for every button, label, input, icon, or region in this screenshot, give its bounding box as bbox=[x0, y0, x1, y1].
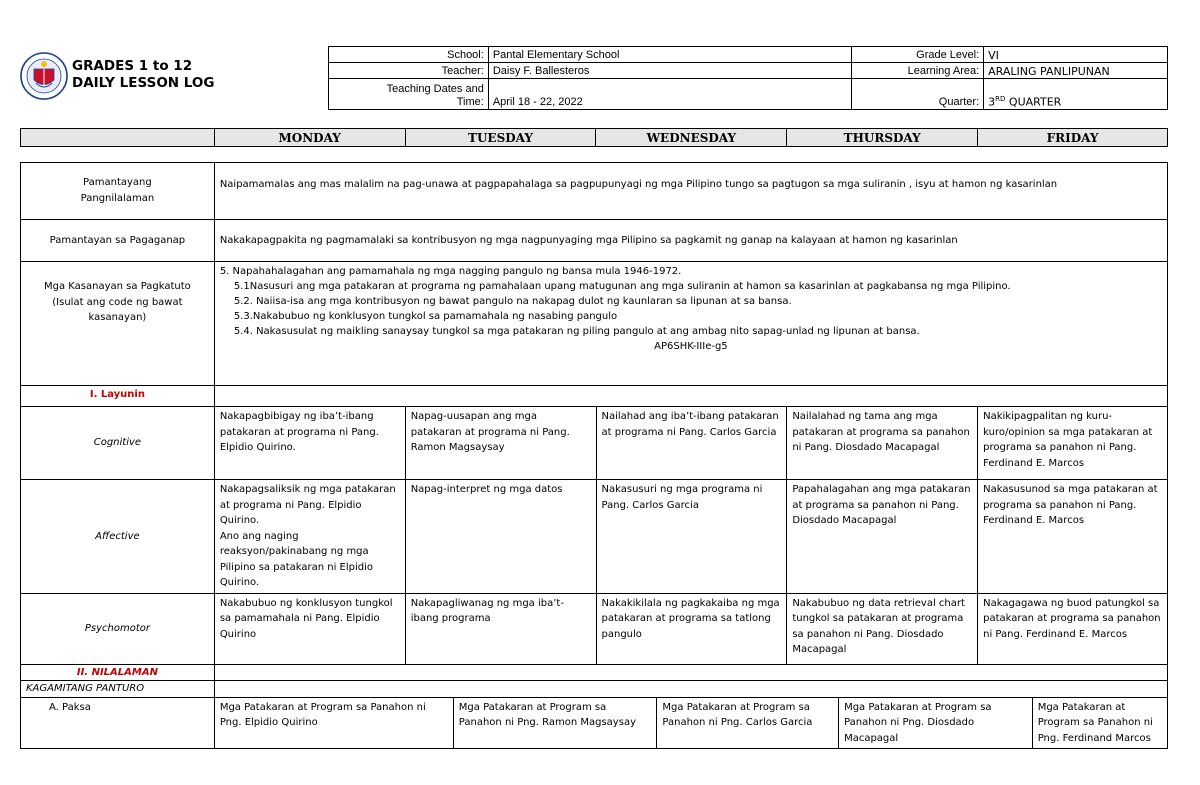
kasanayan-label-line-1: Mga Kasanayan sa Pagkatuto bbox=[44, 281, 191, 292]
grade-level-label: Grade Level: bbox=[852, 47, 984, 63]
day-tuesday: TUESDAY bbox=[405, 129, 596, 147]
row-cognitive bbox=[21, 407, 1168, 480]
quarter-label: Quarter: bbox=[852, 79, 984, 110]
kasanayan-5-1: 5.1Nasusuri ang mga patakaran at programa ng pamahalaan upang matugunan ang mga suliranin at hamon sa kasarinlan at pagkabansa ng mga Pilipino. bbox=[233, 281, 1011, 292]
teacher-label: Teacher: bbox=[329, 63, 489, 79]
cognitive-tuesday: Napag-uusapan ang mga patakaran at programa ni Pang. Ramon Magsaysay bbox=[405, 407, 596, 480]
kasanayan-code: AP6SHK-IIIe-g5 bbox=[654, 341, 728, 352]
psychomotor-monday: Nakabubuo ng konklusyon tungkol sa pamamahala ni Pang. Elpidio Quirino bbox=[214, 593, 405, 664]
school-label: School: bbox=[329, 47, 489, 63]
title-line-1: GRADES 1 to 12 bbox=[72, 58, 193, 74]
affective-wednesday: Nakasusuri ng mga programa ni Pang. Carlos Garcia bbox=[596, 480, 787, 594]
kasanayan-main: 5. Napahahalagahan ang pamamahala ng mga nagging pangulo ng bansa mula 1946-1972. bbox=[219, 266, 682, 277]
learning-area-label: Learning Area: bbox=[852, 63, 984, 79]
learning-area-value: ARALING PANLIPUNAN bbox=[984, 63, 1168, 79]
document-title bbox=[72, 58, 214, 92]
pagganap-label: Pamantayan sa Pagaganap bbox=[21, 220, 215, 262]
kasanayan-text bbox=[214, 262, 1167, 386]
teacher-value: Daisy F. Ballesteros bbox=[488, 63, 851, 79]
row-layunin bbox=[21, 386, 1168, 407]
title-line-2: DAILY LESSON LOG bbox=[72, 75, 215, 91]
kagamitan-blank bbox=[214, 681, 1167, 698]
row-kagamitan bbox=[21, 681, 1168, 698]
affective-thursday: Papahalagahan ang mga patakaran at programa sa panahon ni Pang. Diosdado Macapagal bbox=[787, 480, 978, 594]
kasanayan-label bbox=[21, 262, 215, 386]
quarter-word: QUARTER bbox=[1008, 96, 1062, 109]
teaching-dates-value: April 18 - 22, 2022 bbox=[488, 79, 851, 110]
row-affective bbox=[21, 480, 1168, 594]
row-psychomotor bbox=[21, 593, 1168, 664]
layunin-label: I. Layunin bbox=[21, 386, 215, 407]
kasanayan-label-line-2: (Isulat ang code ng bawat bbox=[52, 296, 183, 308]
quarter-suffix: RD bbox=[995, 95, 1006, 104]
paksa-wednesday: Mga Patakaran at Program sa Panahon ni Png. Carlos Garcia bbox=[657, 698, 839, 749]
row-pangnilalaman bbox=[21, 163, 1168, 220]
teaching-dates-label-line-1: Teaching Dates and bbox=[386, 83, 484, 95]
nilalaman-blank bbox=[214, 664, 1167, 681]
affective-tuesday: Napag-interpret ng mga datos bbox=[405, 480, 596, 594]
lesson-log-table bbox=[20, 162, 1168, 749]
day-thursday: THURSDAY bbox=[787, 129, 978, 147]
kasanayan-label-line-3: kasanayan) bbox=[88, 312, 147, 323]
pangnilalaman-label-line-2: Pangnilalaman bbox=[80, 192, 155, 204]
row-nilalaman bbox=[21, 664, 1168, 681]
teaching-dates-label-line-2: Time: bbox=[456, 96, 484, 108]
teaching-dates-label bbox=[329, 79, 489, 110]
day-wednesday: WEDNESDAY bbox=[596, 129, 787, 147]
psychomotor-label: Psychomotor bbox=[21, 593, 215, 664]
pangnilalaman-label bbox=[21, 163, 215, 220]
cognitive-label: Cognitive bbox=[21, 407, 215, 480]
paksa-friday: Mga Patakaran at Program sa Panahon ni Png. Ferdinand Marcos bbox=[1037, 701, 1153, 744]
paksa-cells bbox=[214, 697, 1167, 749]
nilalaman-label: II. NILALAMAN bbox=[21, 664, 215, 681]
paksa-label: A. Paksa bbox=[21, 697, 215, 749]
affective-friday: Nakasusunod sa mga patakaran at programa sa panahon ni Pang. Ferdinand E. Marcos bbox=[978, 480, 1168, 594]
paksa-monday: Mga Patakaran at Program sa Panahon ni Png. Elpidio Quirino bbox=[215, 698, 453, 749]
days-header-blank bbox=[21, 129, 215, 147]
paksa-thursday: Mga Patakaran at Program sa Panahon ni Png. Diosdado Macapagal bbox=[839, 698, 1033, 749]
pangnilalaman-label-line-1: Pamantayang bbox=[83, 177, 152, 188]
pangnilalaman-text: Naipamamalas ang mas malalim na pag-unawa at pagpapahalaga sa pagpupunyagi ng mga Pilipino tungo sa pagtugon sa mga suliranin , isyu at hamon ng kasarinlan bbox=[214, 163, 1167, 220]
quarter-value bbox=[984, 79, 1168, 110]
affective-label: Affective bbox=[21, 480, 215, 594]
paksa-inner-table bbox=[215, 698, 1167, 749]
quarter-number: 3 bbox=[988, 96, 996, 109]
kasanayan-5-3: 5.3.Nakabubuo ng konklusyon tungkol sa pamamahala ng nasabing pangulo bbox=[233, 311, 618, 322]
paksa-tuesday: Mga Patakaran at Program sa Panahon ni Png. Ramon Magsaysay bbox=[453, 698, 657, 749]
kasanayan-5-2: 5.2. Naiisa-isa ang mga kontribusyon ng bawat pangulo na nakapag dulot ng kaunlaran sa lipunan at sa bansa. bbox=[233, 296, 792, 307]
day-monday: MONDAY bbox=[214, 129, 405, 147]
row-pagganap bbox=[21, 220, 1168, 262]
cognitive-thursday: Nailalahad ng tama ang mga patakaran at programa sa panahon ni Pang. Diosdado Macapagal bbox=[787, 407, 978, 480]
kasanayan-5-4: 5.4. Nakasusulat ng maikling sanaysay tungkol sa mga patakaran ng piling pangulo at ang ambag nito sapag-unlad ng lipunan at bansa. bbox=[233, 326, 920, 337]
kagamitan-label: KAGAMITANG PANTURO bbox=[21, 681, 215, 698]
grade-level-value: VI bbox=[984, 47, 1168, 63]
info-table bbox=[328, 46, 1168, 110]
pagganap-text: Nakakapagpakita ng pagmamalaki sa kontribusyon ng mga nagpunyaging mga Pilipino sa pagkamit ng ganap na kalayaan at hamon ng kasarinlan bbox=[214, 220, 1167, 262]
psychomotor-tuesday: Nakapagliwanag ng mga iba’t-ibang programa bbox=[405, 593, 596, 664]
days-header bbox=[20, 128, 1168, 147]
affective-monday: Nakapagsaliksik ng mga patakaran at programa ni Pang. Elpidio Quirino. Ano ang naging reaksyon/pakinabang ng mga Pilipino sa patakaran ni Elpidio Quirino. bbox=[214, 480, 405, 594]
school-value: Pantal Elementary School bbox=[488, 47, 851, 63]
deped-seal-icon bbox=[20, 47, 68, 105]
row-kasanayan bbox=[21, 262, 1168, 386]
cognitive-wednesday: Nailahad ang iba’t-ibang patakaran at programa ni Pang. Carlos Garcia bbox=[596, 407, 787, 480]
layunin-blank bbox=[214, 386, 1167, 407]
day-friday: FRIDAY bbox=[978, 129, 1168, 147]
psychomotor-thursday: Nakabubuo ng data retrieval chart tungkol sa patakaran at programa sa panahon ni Pang. Diosdado Macapagal bbox=[787, 593, 978, 664]
cognitive-friday: Nakikipagpalitan ng kuru-kuro/opinion sa mga patakaran at programa sa panahon ni Pang. Ferdinand E. Marcos bbox=[978, 407, 1168, 480]
row-paksa bbox=[21, 697, 1168, 749]
cognitive-monday: Nakapagbibigay ng iba’t-ibang patakaran at programa ni Pang. Elpidio Quirino. bbox=[214, 407, 405, 480]
psychomotor-wednesday: Nakakikilala ng pagkakaiba ng mga patakaran at programa sa tatlong pangulo bbox=[596, 593, 787, 664]
psychomotor-friday: Nakagagawa ng buod patungkol sa patakaran at programa sa panahon ni Pang. Ferdinand E. Marcos bbox=[978, 593, 1168, 664]
